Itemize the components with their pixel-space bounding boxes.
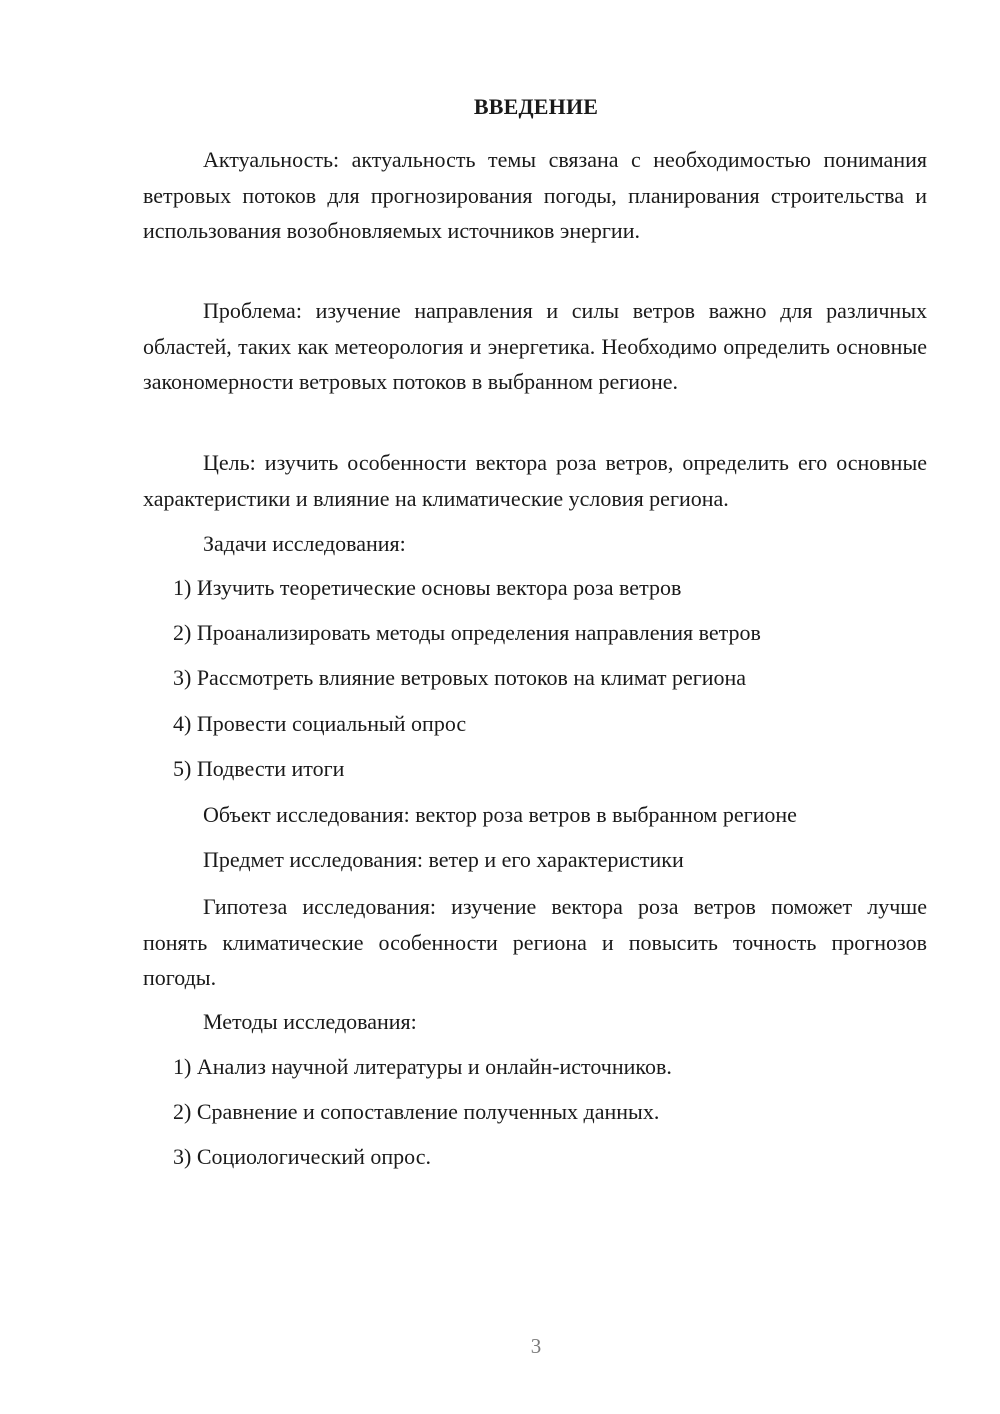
page-number: 3 [530,1334,542,1358]
task-item-3: 3) Рассмотреть влияние ветровых потоков на климат региона [173,665,747,690]
hypothesis-paragraph: Гипотеза исследования: изучение вектора роза ветров поможет лучше понять климатические особенности региона и повысить точность прогнозов погоды. [143,894,927,990]
task-item-1: 1) Изучить теоретические основы вектора роза ветров [173,575,682,600]
problem-paragraph: Проблема: изучение направления и силы ветров важно для различных областей, таких как метеорология и энергетика. Необходимо определить основные закономерности ветровых потоков в выбранном регионе. [143,298,927,394]
subject-paragraph: Предмет исследования: ветер и его характеристики [203,847,684,872]
object-paragraph: Объект исследования: вектор роза ветров в выбранном регионе [203,802,797,827]
method-item-2: 2) Сравнение и сопоставление полученных данных. [173,1099,660,1124]
method-item-3: 3) Социологический опрос. [173,1144,431,1169]
page-title: ВВЕДЕНИЕ [473,94,599,119]
task-item-2: 2) Проанализировать методы определения направления ветров [173,620,761,645]
relevance-paragraph: Актуальность: актуальность темы связана с необходимостью понимания ветровых потоков для прогнозирования погоды, планирования строительства и использования возобновляемых источников энергии. [143,147,927,243]
method-item-1: 1) Анализ научной литературы и онлайн-источников. [173,1054,672,1079]
tasks-heading: Задачи исследования: [203,531,406,556]
task-item-5: 5) Подвести итоги [173,756,345,781]
methods-heading: Методы исследования: [203,1009,417,1034]
task-item-4: 4) Провести социальный опрос [173,711,467,736]
goal-paragraph: Цель: изучить особенности вектора роза ветров, определить его основные характеристики и влияние на климатические условия региона. [143,450,927,511]
